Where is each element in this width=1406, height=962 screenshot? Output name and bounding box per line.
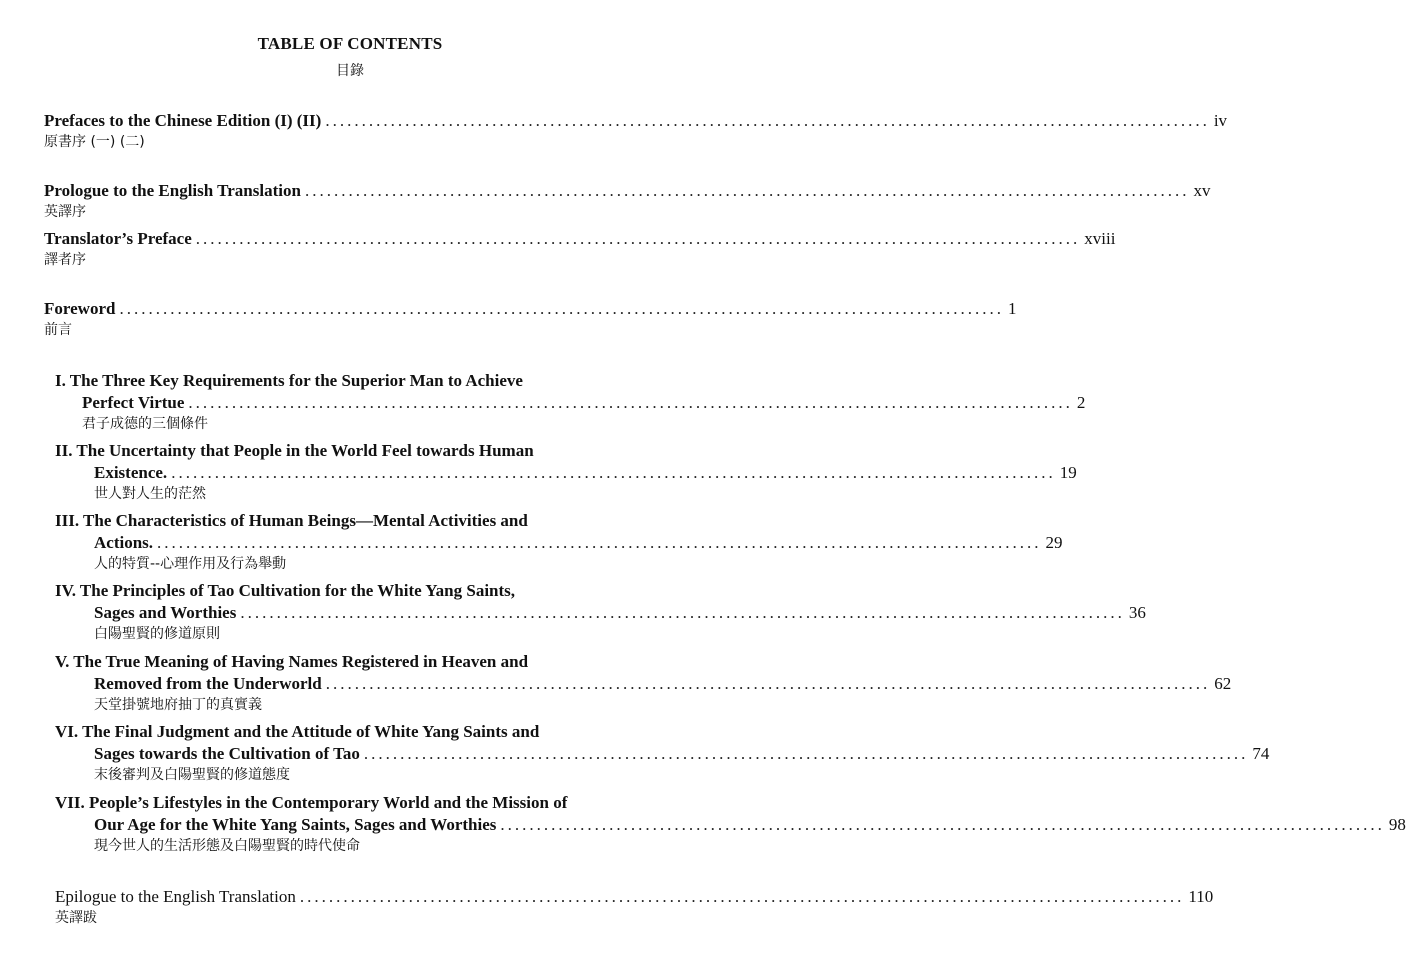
leader-dots: ..........................................................................................................................: [325, 111, 1210, 130]
toc-chapter-chinese: 現今世人的生活形態及白陽聖賢的時代使命: [94, 838, 360, 854]
toc-entry-chinese: 原書序 (一) (二): [44, 134, 145, 150]
leader-dots: ..........................................................................................................................: [157, 533, 1042, 552]
toc-chapter-1[interactable]: [0, 370, 1086, 434]
page-subtitle: 目錄: [336, 63, 364, 79]
leader-dots: ..........................................................................................................................: [299, 887, 1185, 906]
toc-chapter-chinese: 人的特質--心理作用及行為舉動: [94, 556, 287, 572]
toc-entry-chinese: 譯者序: [44, 252, 86, 268]
toc-chapter-chinese: 君子成德的三個條件: [82, 416, 208, 432]
toc-page-number: 2: [1076, 393, 1086, 412]
toc-chapter-5[interactable]: [0, 651, 1232, 715]
toc-page-number: 74: [1252, 744, 1270, 763]
toc-chapter-chinese: 世人對人生的茫然: [94, 486, 206, 502]
toc-chapter-chinese: 末後審判及白陽聖賢的修道態度: [94, 767, 290, 783]
toc-chapter-title-line1: III. The Characteristics of Human Beings—Mental Activities and: [55, 511, 528, 530]
toc-entry-title: Translator’s Preface: [44, 229, 192, 248]
leader-dots: ..........................................................................................................................: [171, 463, 1056, 482]
toc-entry-title: Foreword: [44, 299, 116, 318]
toc-page-number: 29: [1045, 533, 1063, 552]
leader-dots: ..........................................................................................................................: [500, 815, 1385, 834]
leader-dots: ..........................................................................................................................: [188, 393, 1073, 412]
toc-chapter-title-line1: II. The Uncertainty that People in the World Feel towards Human: [55, 441, 534, 460]
toc-page-number: 36: [1128, 603, 1146, 622]
page-title: TABLE OF CONTENTS: [257, 34, 443, 53]
leader-dots: ..........................................................................................................................: [304, 181, 1190, 200]
toc-entry-title: Prologue to the English Translation: [44, 181, 301, 200]
toc-page-number: iv: [1213, 111, 1228, 130]
toc-chapter-title-line1: IV. The Principles of Tao Cultivation for the White Yang Saints,: [55, 581, 516, 600]
leader-dots: ..........................................................................................................................: [363, 744, 1249, 763]
toc-entry-prefaces[interactable]: [0, 110, 1228, 152]
toc-chapter-title-line2: Sages towards the Cultivation of Tao: [94, 744, 360, 763]
toc-page-number: 19: [1059, 463, 1077, 482]
toc-chapter-chinese: 白陽聖賢的修道原則: [94, 626, 220, 642]
toc-entry-chinese: 英譯序: [44, 204, 86, 220]
toc-entry-chinese: 英譯跋: [55, 910, 97, 926]
toc-chapter-title-line1: I. The Three Key Requirements for the Superior Man to Achieve: [55, 371, 523, 390]
toc-chapter-title-line2: Actions.: [94, 533, 154, 552]
toc-page-number: 62: [1214, 674, 1232, 693]
toc-entry-chinese: 前言: [44, 322, 72, 338]
toc-page-number: xviii: [1084, 229, 1116, 248]
toc-page-number: 98: [1388, 815, 1406, 834]
toc-entry-title: Epilogue to the English Translation: [55, 887, 296, 906]
toc-chapter-3[interactable]: [0, 510, 1063, 574]
toc-chapter-title-line2: Removed from the Underworld: [94, 674, 322, 693]
toc-entry-title: Prefaces to the Chinese Edition (I) (II): [44, 111, 322, 130]
toc-chapter-title-line1: VII. People’s Lifestyles in the Contemporary World and the Mission of: [55, 793, 568, 812]
toc-page-number: xv: [1193, 181, 1211, 200]
toc-chapter-7[interactable]: [0, 792, 1406, 856]
toc-entry-epilogue[interactable]: [0, 886, 1214, 928]
toc-chapter-title-line2: Perfect Virtue: [82, 393, 185, 412]
toc-chapter-6[interactable]: [0, 721, 1270, 785]
leader-dots: ..........................................................................................................................: [240, 603, 1125, 622]
toc-page-number: 110: [1188, 887, 1214, 906]
toc-entry-foreword[interactable]: [0, 298, 1017, 340]
leader-dots: ..........................................................................................................................: [325, 674, 1211, 693]
toc-chapter-title-line1: V. The True Meaning of Having Names Registered in Heaven and: [55, 652, 529, 671]
toc-chapter-title-line2: Sages and Worthies: [94, 603, 237, 622]
toc-entry-prologue[interactable]: [0, 180, 1211, 222]
toc-chapter-title-line2: Existence.: [94, 463, 168, 482]
toc-entry-translators-preface[interactable]: [0, 228, 1116, 270]
toc-chapter-title-line1: VI. The Final Judgment and the Attitude of White Yang Saints and: [55, 722, 540, 741]
leader-dots: ..........................................................................................................................: [119, 299, 1004, 318]
leader-dots: ..........................................................................................................................: [195, 229, 1081, 248]
toc-chapter-title-line2: Our Age for the White Yang Saints, Sages and Worthies: [94, 815, 497, 834]
toc-chapter-chinese: 天堂掛號地府抽丁的真實義: [94, 697, 262, 713]
toc-chapter-4[interactable]: [0, 580, 1146, 644]
toc-chapter-2[interactable]: [0, 440, 1077, 504]
toc-page-number: 1: [1007, 299, 1017, 318]
